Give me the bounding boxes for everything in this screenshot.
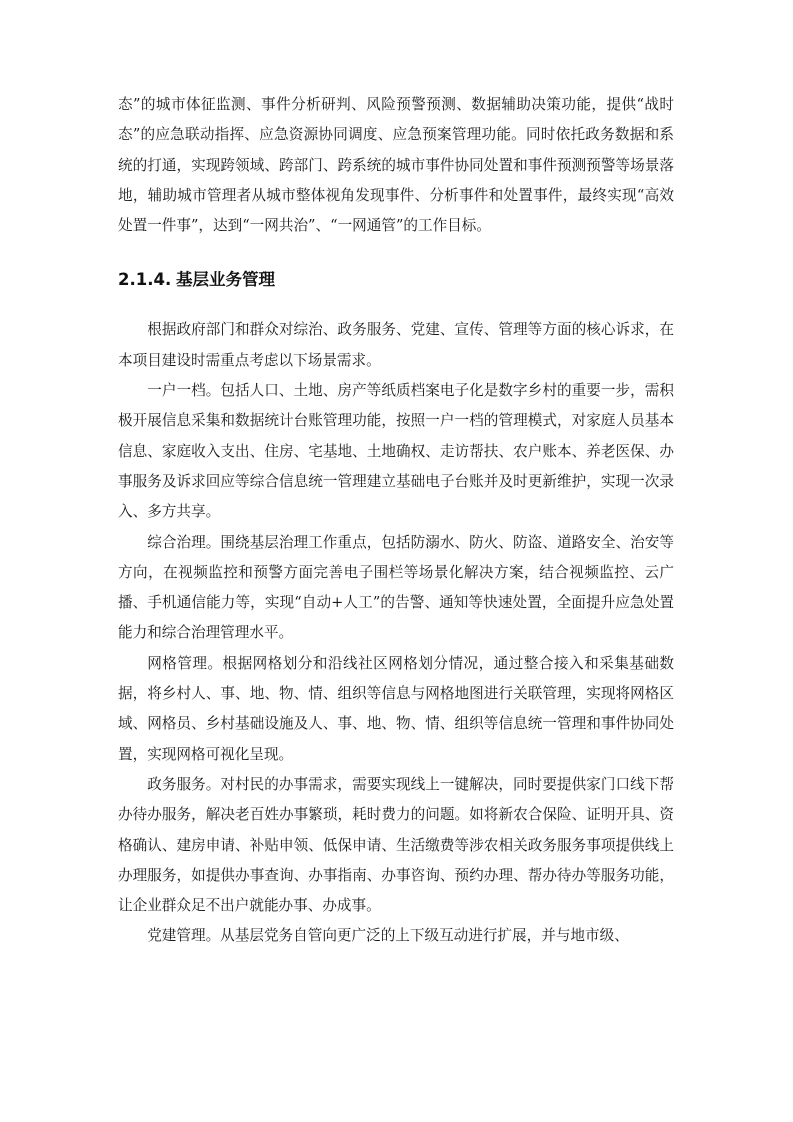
paragraph-requirements: 根据政府部门和群众对综治、政务服务、党建、宣传、管理等方面的核心诉求，在本项目建设时需重点考虑以下场景需求。 <box>118 321 674 369</box>
section-title: 基层业务管理 <box>176 270 275 290</box>
intro-paragraph: 态”的城市体征监测、事件分析研判、风险预警预测、数据辅助决策功能，提供“战时态”的应急联动指挥、应急资源协同调度、应急预案管理功能。同时依托政务数据和系统的打通，实现跨领域、跨部门、跨系统的城市事件协同处置和事件预测预警等场景落地，辅助城市管理者从城市整体视角发现事件、分析事件和处置事件，最终实现“高效处置一件事”，达到“一网共治”、“一网通管”的工作目标。 <box>118 96 674 235</box>
paragraph-household-archive: 一户一档。包括人口、土地、房产等纸质档案电子化是数字乡村的重要一步，需积极开展信息采集和数据统计台账管理功能，按照一户一档的管理模式，对家庭人员基本信息、家庭收入支出、住房、宅基地、土地确权、走访帮扶、农户账本、养老医保、办事服务及诉求回应等综合信息统一管理建立基础电子台账并及时更新维护，实现一次录入、多方共享。 <box>118 382 674 521</box>
paragraph-party-building: 党建管理。从基层党务自管向更广泛的上下级互动进行扩展，并与地市级、 <box>147 927 629 945</box>
paragraph-grid-management: 网格管理。根据网格划分和沿线社区网格划分情况，通过整合接入和采集基础数据，将乡村人、事、地、物、情、组织等信息与网格地图进行关联管理，实现将网格区域、网格员、乡村基础设施及人、事、地、物、情、组织等信息统一管理和事件协同处置，实现网格可视化呈现。 <box>118 654 674 763</box>
document-body <box>118 90 674 952</box>
paragraph-comprehensive-governance: 综合治理。围绕基层治理工作重点，包括防溺水、防火、防盗、道路安全、治安等方向，在视频监控和预警方面完善电子围栏等场景化解决方案，结合视频监控、云广播、手机通信能力等，实现“自动+人工”的告警、通知等快速处置，全面提升应急处置能力和综合治理管理水平。 <box>118 533 674 642</box>
section-number: 2.1.4. <box>118 270 172 290</box>
section-heading <box>118 267 674 293</box>
paragraph-government-services: 政务服务。对村民的办事需求，需要实现线上一键解决，同时要提供家门口线下帮办待办服务，解决老百姓办事繁琐，耗时费力的问题。如将新农合保险、证明开具、资格确认、建房申请、补贴申领、低保申请、生活缴费等涉农相关政务服务事项提供线上办理服务，如提供办事查询、办事指南、办事咨询、预约办理、帮办待办等服务功能，让企业群众足不出户就能办事、办成事。 <box>118 775 674 915</box>
